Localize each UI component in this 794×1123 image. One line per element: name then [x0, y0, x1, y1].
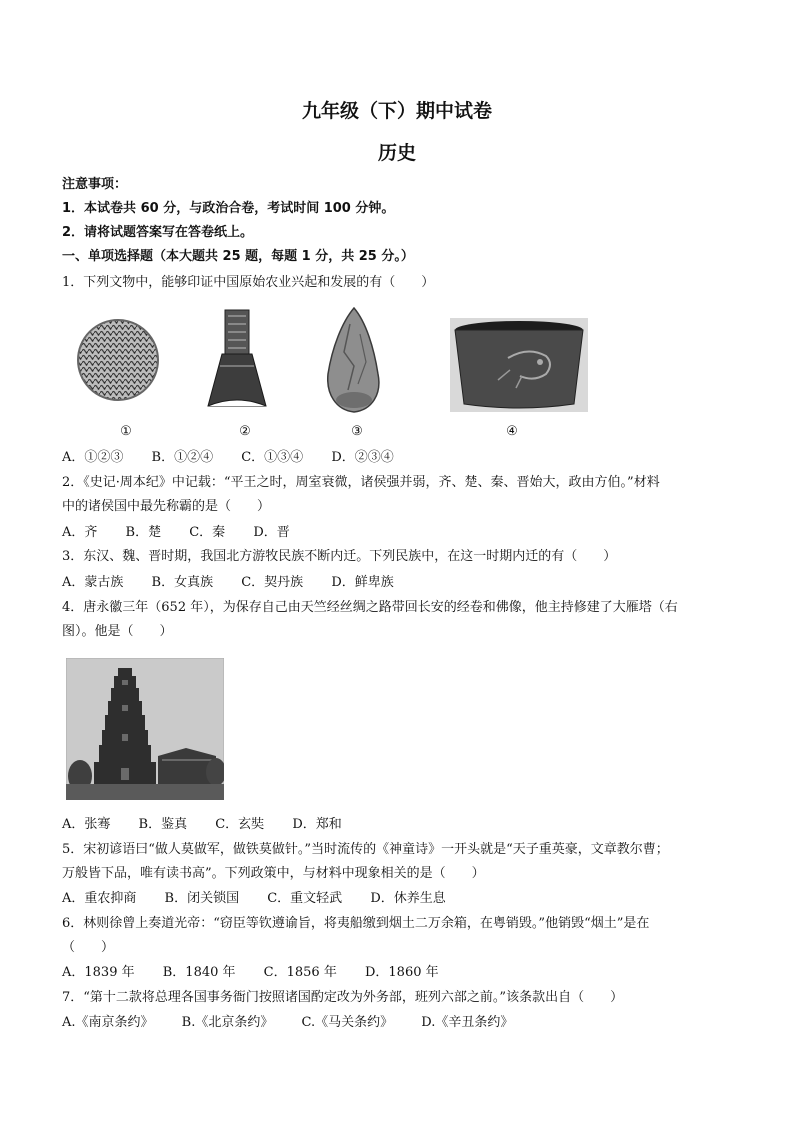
option-d: D.《辛丑条约》: [421, 1015, 514, 1030]
figure-label: ②: [239, 424, 251, 439]
option-d: D．郑和: [292, 817, 342, 832]
question-stem: 3．东汉、魏、晋时期，我国北方游牧民族不断内迁。下列民族中，在这一时期内迁的有（ ）: [62, 549, 617, 564]
question-stem: 中的诸侯国中最先称霸的是（ ）: [62, 499, 271, 514]
answer-options: [62, 890, 742, 908]
answer-options: [62, 449, 742, 467]
figure-label: ④: [506, 424, 518, 439]
exam-subject: 历史: [377, 142, 416, 164]
question-stem: 图）。他是（ ）: [62, 624, 173, 639]
option-c: C．重文轻武: [267, 891, 343, 906]
question-stem: 万般皆下品，唯有读书高”。下列政策中，与材料中现象相关的是（ ）: [62, 866, 485, 881]
option-d: D．1860 年: [364, 965, 439, 980]
answer-options: [62, 524, 742, 542]
option-b: B．1840 年: [162, 965, 236, 980]
option-b: B．楚: [125, 525, 162, 540]
artifact-disc-image: [76, 318, 160, 402]
question-stem: 2．《史记·周本纪》中记载：“平王之时，周室衰微，诸侯强并弱，齐、楚、秦、晋始大，政由方伯。”材料: [62, 475, 660, 490]
question-stem: 1．下列文物中，能够印证中国原始农业兴起和发展的有（ ）: [62, 275, 435, 290]
option-a: A．张骞: [62, 817, 111, 832]
option-a: A．蒙古族: [62, 575, 124, 590]
option-d: D．②③④: [331, 450, 394, 465]
question-stem: 4．唐永徽三年（652 年），为保存自己由天竺经丝绸之路带回长安的经卷和佛像，他主持修建了大雁塔（右: [62, 600, 678, 615]
option-d: D．休养生息: [370, 891, 446, 906]
option-b: B．女真族: [151, 575, 214, 590]
answer-options: [62, 964, 742, 982]
note-item: 2．请将试题答案写在答卷纸上。: [62, 225, 254, 240]
question-stem: 6．林则徐曾上奏道光帝：“窃臣等钦遵谕旨，将夷船缴到烟土二万余箱，在粤销毁。”他销毁“烟土”是在: [62, 916, 650, 931]
option-c: C.《马关条约》: [301, 1015, 394, 1030]
option-a: A．重农抑商: [62, 891, 137, 906]
option-b: B.《北京条约》: [181, 1015, 274, 1030]
notes-heading: 注意事项：: [62, 177, 128, 192]
exam-title: 九年级（下）期中试卷: [301, 100, 492, 122]
option-c: C．玄奘: [215, 817, 265, 832]
question-stem: 5．宋初谚语曰“做人莫做军，做铁莫做针。”当时流传的《神童诗》一开头就是“天子重英豪，文章教尔曹；: [62, 842, 669, 857]
artifact-bell-image: [204, 306, 270, 414]
figure-label: ③: [351, 424, 363, 439]
option-a: A．①②③: [62, 450, 124, 465]
note-item: 1．本试卷共 60 分，与政治合卷，考试时间 100 分钟。: [62, 201, 395, 216]
option-b: B．①②④: [151, 450, 214, 465]
artifact-stone-tool-image: [320, 304, 386, 416]
question-stem: 7．“第十二款将总理各国事务衙门按照诸国酌定改为外务部，班列六部之前。”该条款出自（ ）: [62, 990, 624, 1005]
option-b: B．鉴真: [138, 817, 188, 832]
option-c: C．1856 年: [263, 965, 337, 980]
figure-label: ①: [120, 424, 132, 439]
option-a: A．1839 年: [62, 965, 135, 980]
option-c: C．秦: [189, 525, 226, 540]
answer-options: [62, 816, 742, 834]
option-a: A.《南京条约》: [62, 1015, 154, 1030]
option-c: C．契丹族: [241, 575, 304, 590]
option-a: A．齐: [62, 525, 98, 540]
artifact-pottery-image: [450, 318, 588, 412]
option-c: C．①③④: [241, 450, 304, 465]
option-d: D．鲜卑族: [331, 575, 394, 590]
option-b: B．闭关锁国: [164, 891, 240, 906]
answer-options: [62, 1014, 742, 1032]
option-d: D．晋: [253, 525, 290, 540]
section-heading: 一、单项选择题（本大题共 25 题，每题 1 分，共 25 分。）: [62, 249, 414, 264]
answer-options: [62, 574, 742, 592]
question-stem: （ ）: [62, 940, 115, 955]
pagoda-photo: [66, 658, 224, 800]
